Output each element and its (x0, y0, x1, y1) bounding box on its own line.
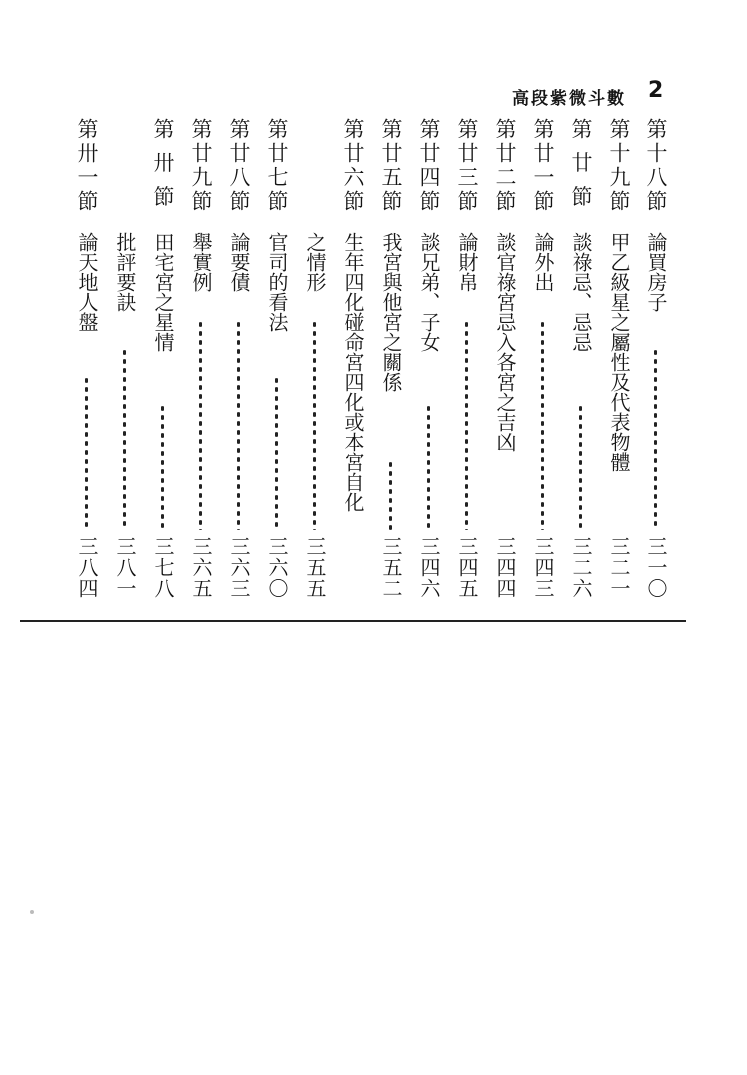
entry-title: 甲乙級星之屬性及代表物體 (607, 232, 631, 472)
dot-leader (389, 460, 392, 530)
entry-title: 論財帛 (455, 232, 479, 292)
page-ref: 三二六 (569, 536, 593, 599)
section-number: 第廿九節 (189, 118, 213, 214)
dot-leader (427, 404, 430, 530)
bottom-rule (20, 620, 686, 622)
dot-leader (161, 404, 164, 530)
section-number: 第 卅 節 (151, 118, 175, 210)
entry-title: 談官祿宮忌入各宮之吉凶 (493, 232, 517, 452)
dot-leader (123, 348, 126, 530)
entry-title: 論天地人盤 (75, 232, 99, 332)
entry-title: 論買房子 (644, 232, 668, 312)
page-ref: 三六〇 (265, 536, 289, 599)
page-number: 2 (648, 78, 664, 103)
page-ref: 三二一 (607, 536, 631, 599)
scan-speck (30, 910, 34, 914)
section-number: 第廿三節 (455, 118, 479, 214)
page-ref: 三四五 (455, 536, 479, 599)
section-number: 第廿六節 (341, 118, 365, 214)
section-number: 第廿五節 (379, 118, 403, 214)
entry-title: 之情形 (303, 232, 327, 292)
dot-leader (654, 348, 657, 530)
dot-leader (541, 320, 544, 530)
page-ref: 三一〇 (644, 536, 668, 599)
page-ref: 三七八 (151, 536, 175, 599)
book-title: 高段紫微斗數 (512, 89, 626, 109)
page-ref: 三四四 (493, 536, 517, 599)
section-number: 第廿四節 (417, 118, 441, 214)
dot-leader (275, 376, 278, 530)
entry-title: 舉實例 (189, 232, 213, 292)
section-number: 第廿二節 (493, 118, 517, 214)
page-ref: 三八四 (75, 536, 99, 599)
entry-title: 談兄弟、子女 (417, 232, 441, 352)
entry-title: 談祿忌、忌忌 (569, 232, 593, 352)
dot-leader (199, 320, 202, 530)
page-ref: 三五二 (379, 536, 403, 599)
section-number: 第卅一節 (75, 118, 99, 214)
entry-title: 官司的看法 (265, 232, 289, 332)
section-number: 第廿八節 (227, 118, 251, 214)
page-ref: 三六三 (227, 536, 251, 599)
entry-title: 論外出 (531, 232, 555, 292)
dot-leader (313, 320, 316, 530)
section-number: 第十八節 (644, 118, 668, 214)
dot-leader (85, 376, 88, 530)
entry-title: 生年四化碰命宮四化或本宮自化 (341, 232, 365, 512)
entry-title: 批評要訣 (113, 232, 137, 312)
section-number: 第十九節 (607, 118, 631, 214)
section-number: 第廿一節 (531, 118, 555, 214)
section-number: 第 廿 節 (569, 118, 593, 210)
dot-leader (465, 320, 468, 530)
dot-leader (237, 320, 240, 530)
page-ref: 三四三 (531, 536, 555, 599)
page-ref: 三六五 (189, 536, 213, 599)
page-ref: 三八一 (113, 536, 137, 599)
page-ref: 三五五 (303, 536, 327, 599)
dot-leader (579, 404, 582, 530)
entry-title: 我宮與他宮之關係 (379, 232, 403, 392)
section-number: 第廿七節 (265, 118, 289, 214)
page-ref: 三四六 (417, 536, 441, 599)
entry-title: 田宅宮之星情 (151, 232, 175, 352)
entry-title: 論要債 (227, 232, 251, 292)
